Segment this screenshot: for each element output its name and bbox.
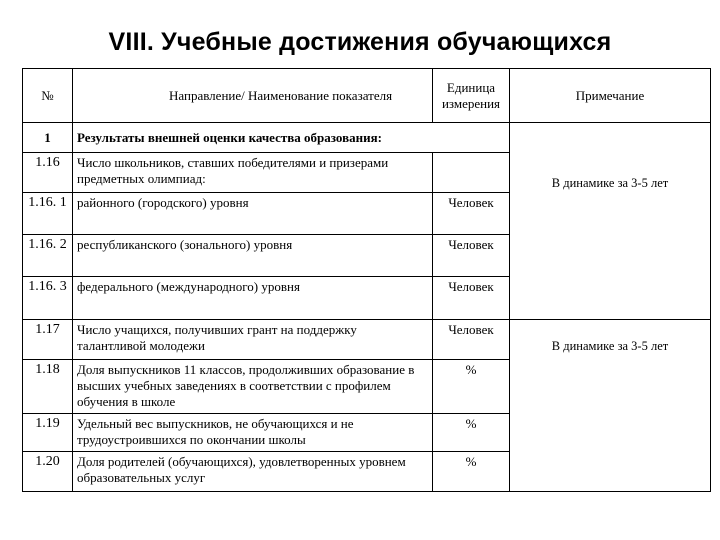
row-number: 1.16. 3 — [23, 277, 73, 320]
header-direction: Направление/ Наименование показателя — [73, 69, 433, 123]
header-unit: Единица измерения — [433, 69, 510, 123]
row-unit: % — [433, 360, 510, 414]
table-row — [23, 123, 711, 153]
row-text: Доля родителей (обучающихся), удовлетворенных уровнем образовательных услуг — [73, 452, 433, 492]
row-text: Удельный вес выпускников, не обучающихся и не трудоустроившихся по окончании школы — [73, 414, 433, 452]
header-note: Примечание — [510, 69, 711, 123]
row-unit: % — [433, 452, 510, 492]
row-text: республиканского (зонального) уровня — [73, 235, 433, 277]
row-unit: Человек — [433, 235, 510, 277]
row-number: 1.20 — [23, 452, 73, 492]
header-num: № — [23, 69, 73, 123]
row-number: 1.17 — [23, 320, 73, 360]
row-text: Число школьников, ставших победителями и призерами предметных олимпиад: — [73, 153, 433, 193]
row-number: 1.16 — [23, 153, 73, 193]
row-text: Число учащихся, получивших грант на поддержку талантливой молодежи — [73, 320, 433, 360]
note-cell: В динамике за 3-5 лет — [510, 123, 711, 320]
row-number: 1.19 — [23, 414, 73, 452]
row-unit: Человек — [433, 320, 510, 360]
row-text: районного (городского) уровня — [73, 193, 433, 235]
row-text: Доля выпускников 11 классов, продолживших образование в высших учебных заведениях в соответствии с профилем обучения в школе — [73, 360, 433, 414]
achievements-table — [22, 68, 711, 492]
row-unit: Человек — [433, 277, 510, 320]
note-cell: В динамике за 3-5 лет — [510, 320, 711, 492]
row-text: федерального (международного) уровня — [73, 277, 433, 320]
page-title: VIII. Учебные достижения обучающихся — [108, 28, 612, 56]
row-unit: % — [433, 414, 510, 452]
row-unit — [433, 153, 510, 193]
row-text: Результаты внешней оценки качества образования: — [73, 123, 510, 153]
row-number: 1.16. 1 — [23, 193, 73, 235]
table-header-row — [23, 69, 711, 123]
row-number: 1.16. 2 — [23, 235, 73, 277]
table-row — [23, 320, 711, 360]
row-number: 1.18 — [23, 360, 73, 414]
row-unit: Человек — [433, 193, 510, 235]
row-number: 1 — [23, 123, 73, 153]
